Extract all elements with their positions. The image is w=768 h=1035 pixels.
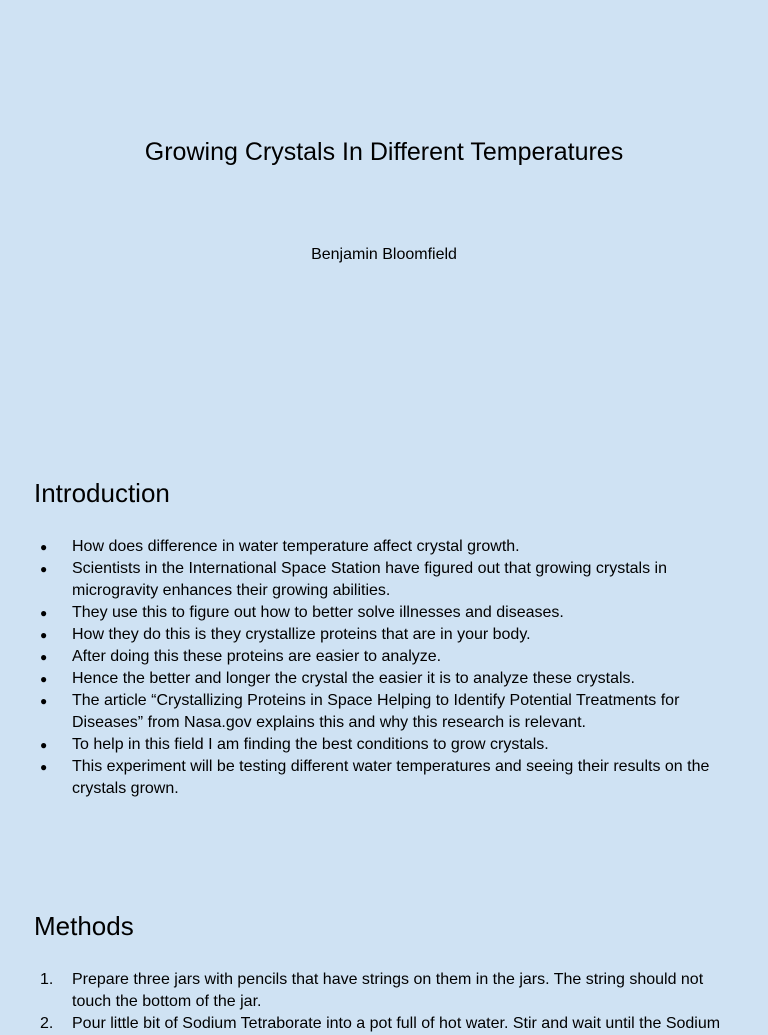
- list-item-text: To help in this field I am finding the best conditions to grow crystals.: [72, 736, 549, 753]
- list-item-text: How they do this is they crystallize proteins that are in your body.: [72, 626, 531, 643]
- list-item: [34, 668, 734, 690]
- introduction-slide: [0, 432, 768, 864]
- bullet-icon: ●: [40, 606, 48, 620]
- bullet-icon: ●: [40, 672, 48, 686]
- title-slide: [0, 0, 768, 432]
- list-item: [34, 558, 734, 602]
- author-name: Benjamin Bloomfield: [311, 246, 457, 263]
- list-item-text: They use this to figure out how to better solve illnesses and diseases.: [72, 604, 564, 621]
- list-item-text: After doing this these proteins are easier to analyze.: [72, 648, 442, 665]
- list-item-text: Hence the better and longer the crystal the easier it is to analyze these crystals.: [72, 670, 635, 687]
- list-item: [34, 690, 734, 734]
- bullet-icon: ●: [40, 760, 48, 774]
- bullet-icon: ●: [40, 540, 48, 554]
- list-item-text: This experiment will be testing different water temperatures and seeing their results on the crystals grown.: [72, 758, 710, 797]
- step-number: 2.: [40, 1015, 54, 1032]
- list-item: [34, 602, 734, 624]
- list-item-text: How does difference in water temperature affect crystal growth.: [72, 538, 520, 555]
- introduction-bullet-list: [34, 536, 734, 800]
- bullet-icon: ●: [40, 562, 48, 576]
- list-item: [34, 969, 734, 1013]
- methods-step-list: [34, 969, 734, 1035]
- list-item: [34, 624, 734, 646]
- list-item-text: Scientists in the International Space Station have figured out that growing crystals in microgravity enhances their growing abilities.: [72, 560, 668, 599]
- list-item: [34, 734, 734, 756]
- list-item: [34, 646, 734, 668]
- presentation-title: Growing Crystals In Different Temperatures: [144, 138, 624, 166]
- methods-slide: [0, 864, 768, 1032]
- list-item-text: The article “Crystallizing Proteins in Space Helping to Identify Potential Treatments for Diseases” from Nasa.gov explains this and why this research is relevant.: [72, 692, 680, 731]
- list-item: [34, 1013, 734, 1035]
- bullet-icon: ●: [40, 738, 48, 752]
- step-number: 1.: [40, 971, 54, 988]
- list-item: [34, 756, 734, 800]
- bullet-icon: ●: [40, 650, 48, 664]
- bullet-icon: ●: [40, 694, 48, 708]
- list-item: [34, 536, 734, 558]
- methods-heading: Methods: [34, 911, 134, 941]
- list-item-text: Prepare three jars with pencils that have strings on them in the jars. The string should not touch the bottom of the jar.: [72, 971, 704, 1010]
- list-item-text: Pour little bit of Sodium Tetraborate into a pot full of hot water. Stir and wait until the Sodium: [72, 1015, 721, 1032]
- introduction-heading: Introduction: [34, 478, 170, 508]
- bullet-icon: ●: [40, 628, 48, 642]
